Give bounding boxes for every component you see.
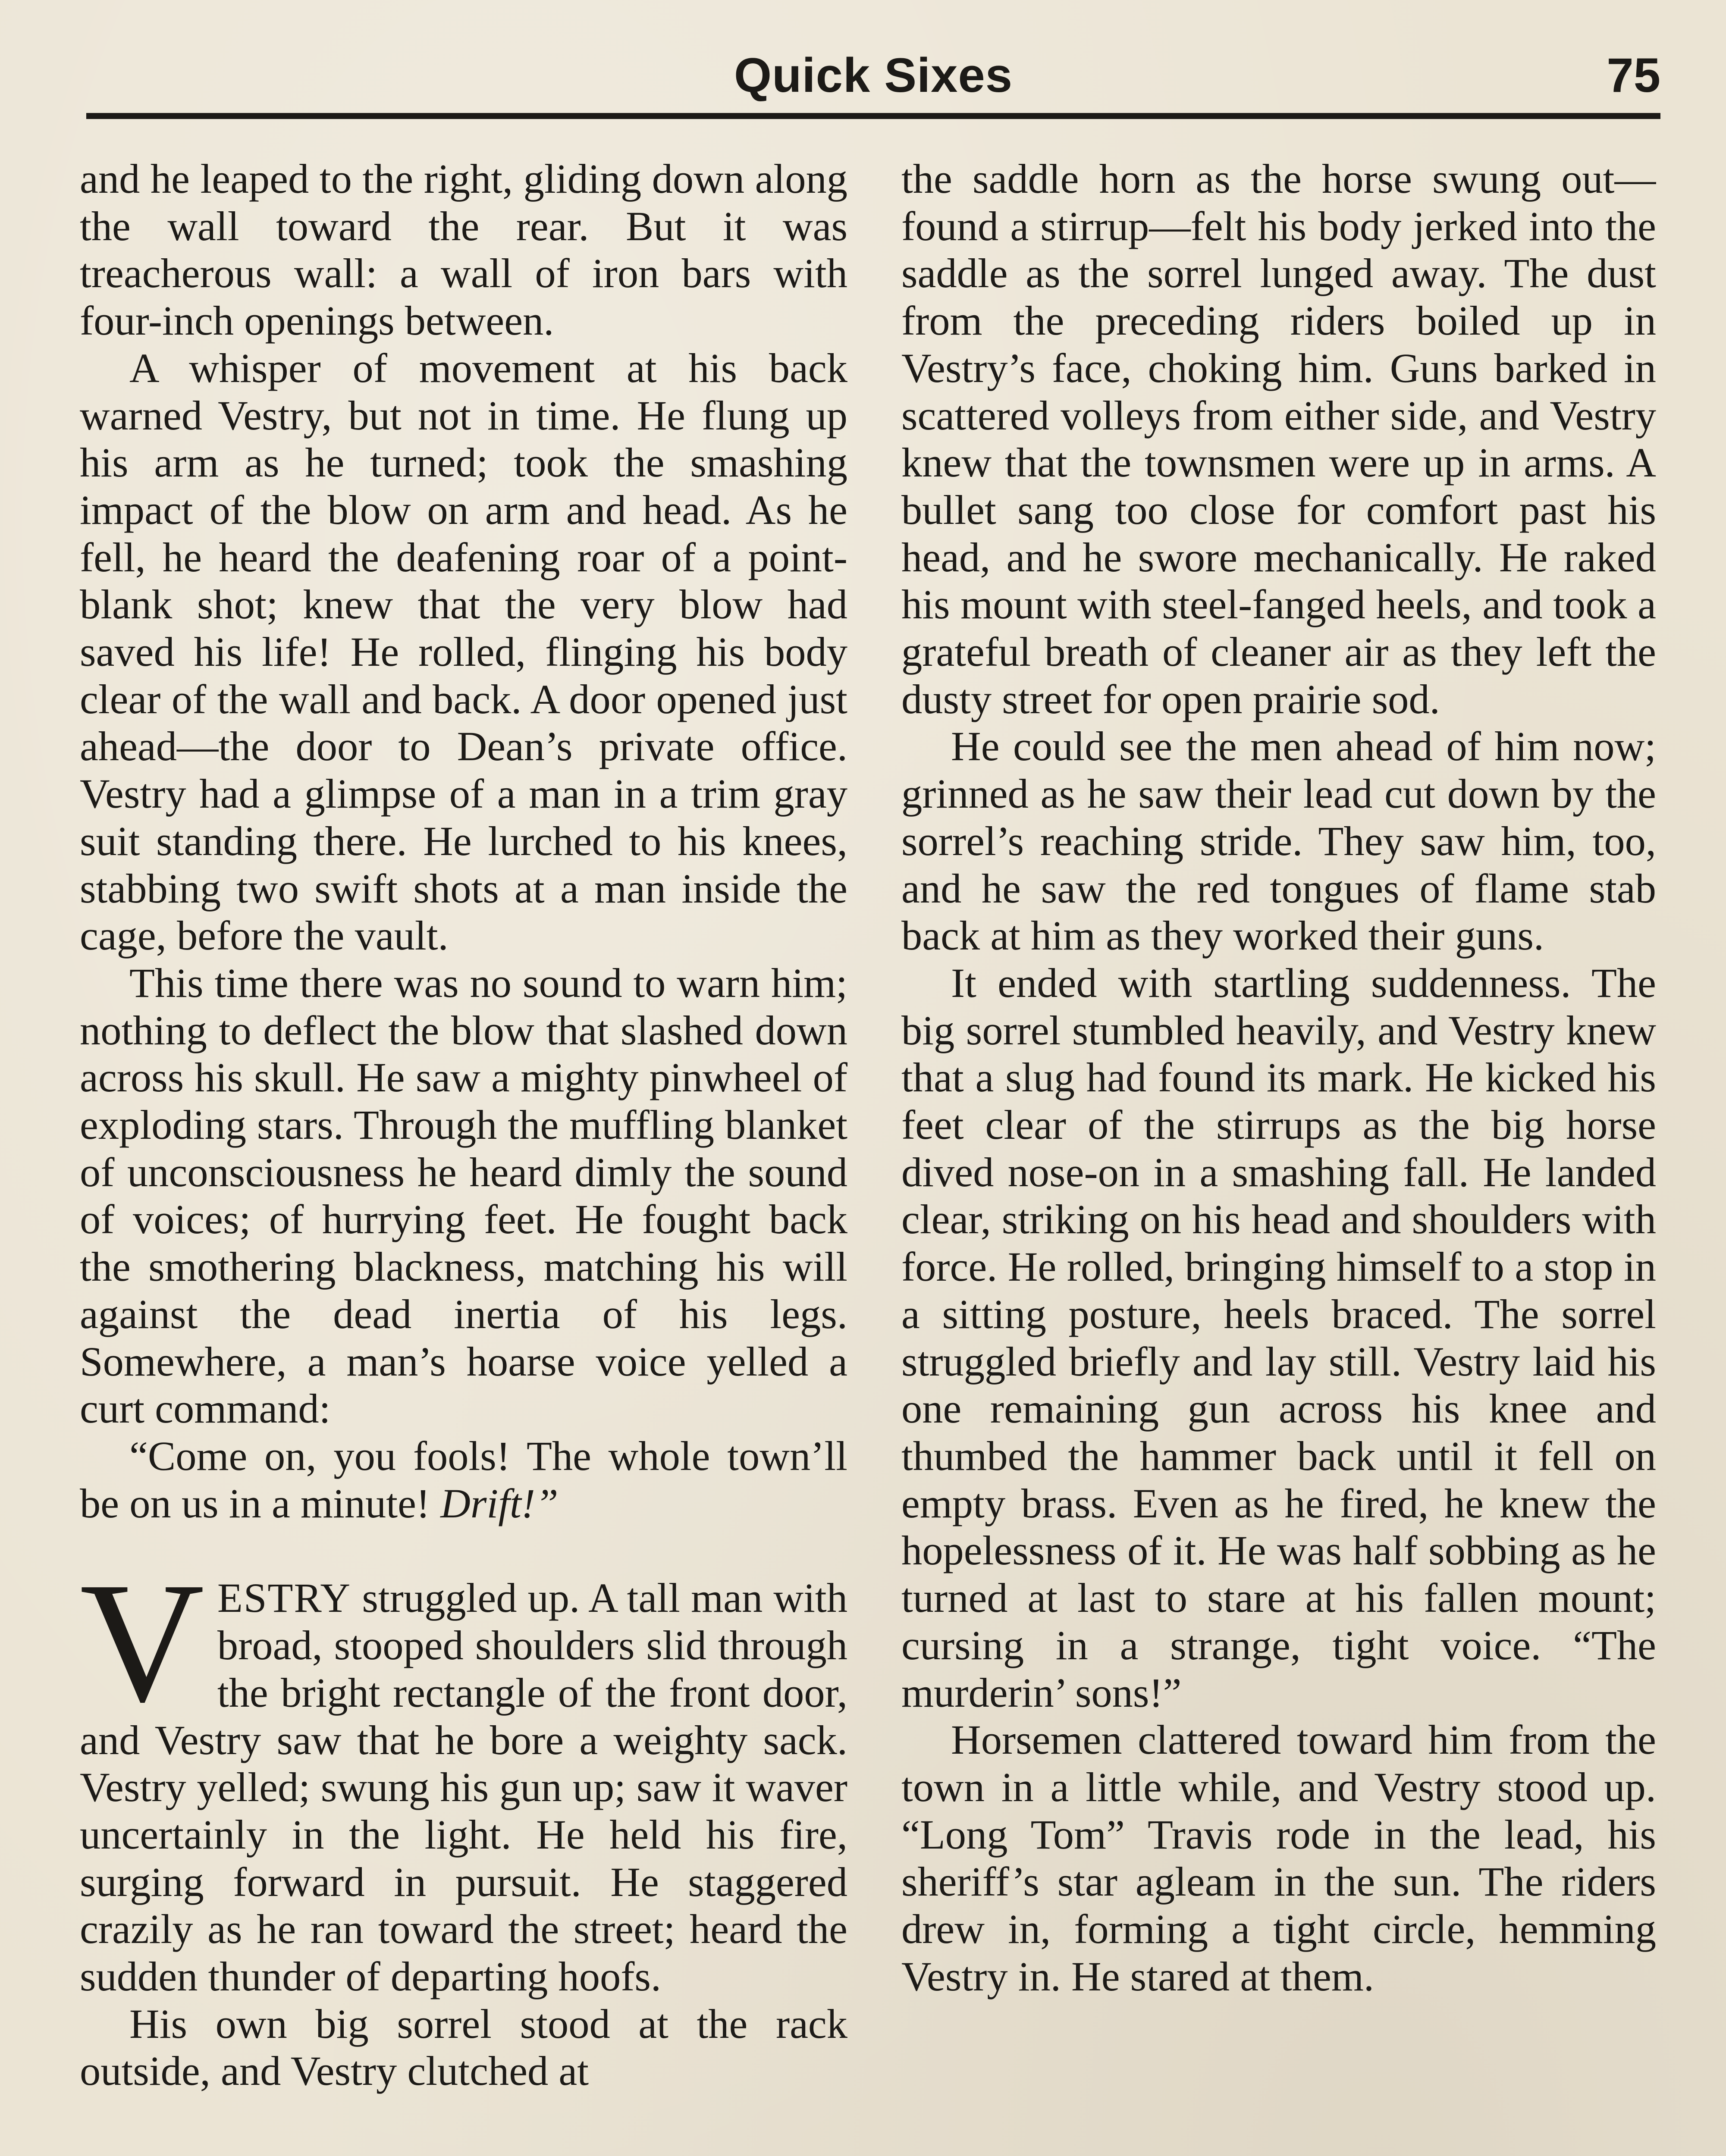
paragraph: A whisper of movement at his back warned Vestry, but not in time. He flung up his arm as he turned; took the smashing impact of the blow on arm and head. As he fell, he heard the deafening roar of a point-blank shot; knew that the very blow had saved his life! He rolled, flinging his body clear of the wall and back. A door opened just ahead—the door to Dean’s private office. Vestry had a glimpse of a man in a trim gray suit standing there. He lurched to his knees, stabbing two swift shots at a man inside the cage, before the vault. [80,345,847,959]
paragraph-body: struggled up. A tall man with broad, stooped shoulders slid through the bright rectangle of the front door, and Vestry saw that he bore a weighty sack. Vestry yelled; swung his gun up; saw it waver uncertainly in the light. He held his fire, surging forward in pursuit. He staggered crazily as he ran toward the street; heard the sudden thunder of departing hoofs. [80,1575,847,2000]
paragraph: Horsemen clattered toward him from the town in a little while, and Vestry stood up. “Long Tom” Travis rode in the lead, his sheriff’s star agleam in the sun. The riders drew in, forming a tight circle, hemming Vestry in. He stared at them. [901,1717,1656,1999]
paragraph: This time there was no sound to warn him; nothing to deflect the blow that slashed down across his skull. He saw a mighty pinwheel of exploding stars. Through the muffling blanket of unconsciousness he heard dimly the sound of voices; of hurrying feet. He fought back the smothering blackness, matching his will against the dead inertia of his legs. Somewhere, a man’s hoarse voice yelled a curt command: [80,959,847,1432]
paragraph: and he leaped to the right, gliding down along the wall toward the rear. But it was treacherous wall: a wall of iron bars with four-inch openings between. [80,156,847,344]
paragraph: the saddle horn as the horse swung out—found a stirrup—felt his body jerked into the saddle as the sorrel lunged away. The dust from the preceding riders boiled up in Vestry’s face, choking him. Guns barked in scattered volleys from either side, and Vestry knew that the townsmen were up in arms. A bullet sang too close for comfort past his head, and he swore mechanically. He raked his mount with steel-fanged heels, and took a grateful breath of cleaner air as they left the dusty street for open prairie sod. [901,156,1656,722]
running-header [86,43,1660,112]
left-column [80,155,847,2156]
right-column [901,155,1656,2156]
section-opening-paragraph [80,1547,847,2000]
dialogue-text: “Come on, you fools! The whole town’ll be on us in a minute! [80,1432,847,1526]
paragraph: It ended with startling suddenness. The big sorrel stumbled heavily, and Vestry knew that a slug had found its mark. He kicked his feet clear of the stirrups as the big horse dived nose-on in a smashing fall. He landed clear, striking on his head and shoulders with force. He rolled, bringing himself to a stop in a sitting posture, heels braced. The sorrel struggled briefly and lay still. Vestry laid his one remaining gun across his knee and thumbed the hammer back until it fell on empty brass. Even as he fired, he knew the hopelessness of it. He was half sobbing as he turned at last to stare at his fallen mount; cursing in a strange, tight voice. “The murderin’ sons!” [901,959,1656,1716]
drop-cap: V [80,1547,204,1738]
dialogue-italic: Drift!” [440,1480,559,1526]
running-title: Quick Sixes [734,48,1013,102]
paragraph-dialogue [80,1432,847,1527]
header-rule [86,113,1660,119]
paragraph: His own big sorrel stood at the rack outside, and Vestry clutched at [80,2000,847,2094]
small-caps-lead: ESTRY [217,1575,351,1621]
page-number: 75 [1607,48,1660,102]
paragraph: He could see the men ahead of him now; grinned as he saw their lead cut down by the sorrel’s reaching stride. They saw him, too, and he saw the red tongues of flame stab back at him as they worked their guns. [901,723,1656,959]
